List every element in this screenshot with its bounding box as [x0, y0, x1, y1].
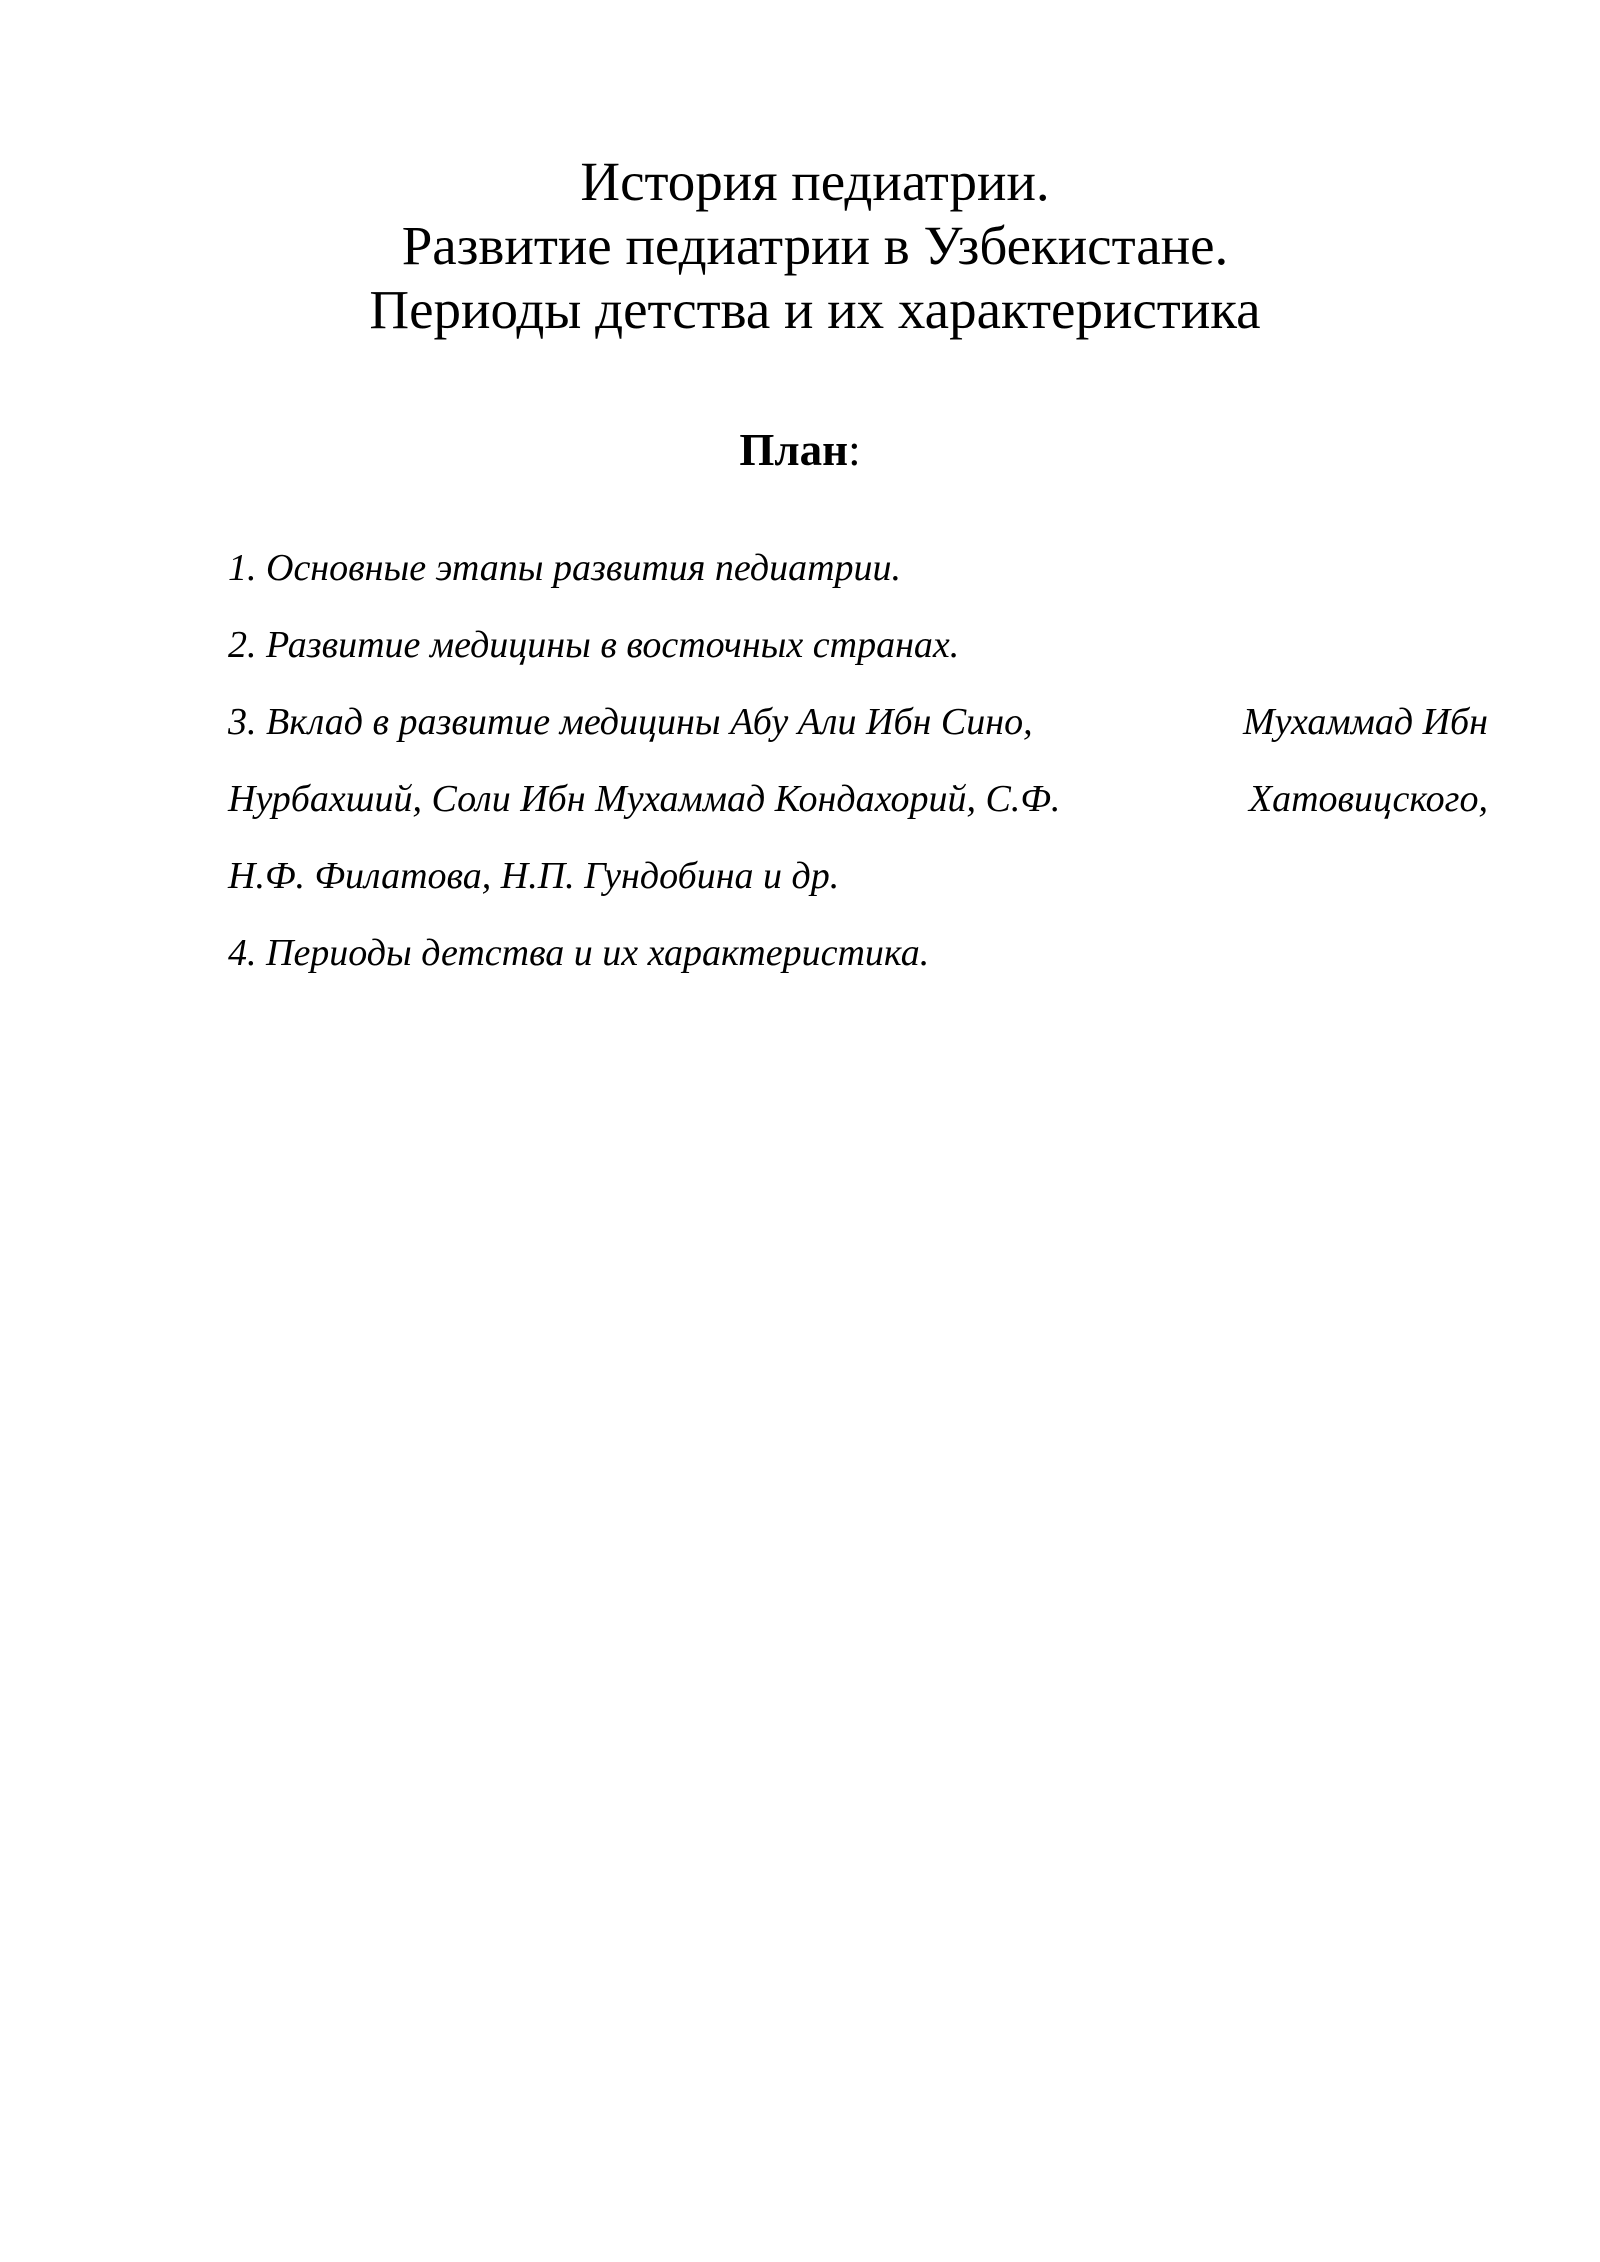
plan-item-1: 1. Основные этапы развития педиатрии.	[228, 547, 902, 589]
title-line-2: Развитие педиатрии в Узбекистане.	[401, 215, 1229, 276]
plan-list	[228, 530, 1488, 992]
document-title	[50, 150, 1580, 342]
plan-heading-word: План	[739, 425, 849, 475]
title-line-3: Периоды детства и их характеристика	[369, 279, 1261, 340]
plan-item-2: 2. Развитие медицины в восточных странах.	[228, 624, 960, 666]
plan-item-3-line-2-right: Хатовицского,	[1248, 778, 1488, 820]
plan-heading-colon: :	[848, 425, 861, 475]
plan-item-3-line-2	[228, 761, 1488, 838]
plan-item-3-line-1-left: 3. Вклад в развитие медицины Абу Али Ибн Сино,	[228, 701, 1033, 743]
plan-item-3-line-3: Н.Ф. Филатова, Н.П. Гундобина и др.	[228, 855, 840, 897]
plan-item-3-line-2-left: Нурбахший, Соли Ибн Мухаммад Кондахорий, С.Ф.	[228, 778, 1061, 820]
plan-item-3-line-1	[228, 684, 1488, 761]
plan-item-3-line-1-right: Мухаммад Ибн	[1242, 701, 1488, 743]
plan-heading	[0, 422, 1600, 478]
title-line-1: История педиатрии.	[580, 151, 1050, 212]
plan-item-4: 4. Периоды детства и их характеристика.	[228, 932, 930, 974]
